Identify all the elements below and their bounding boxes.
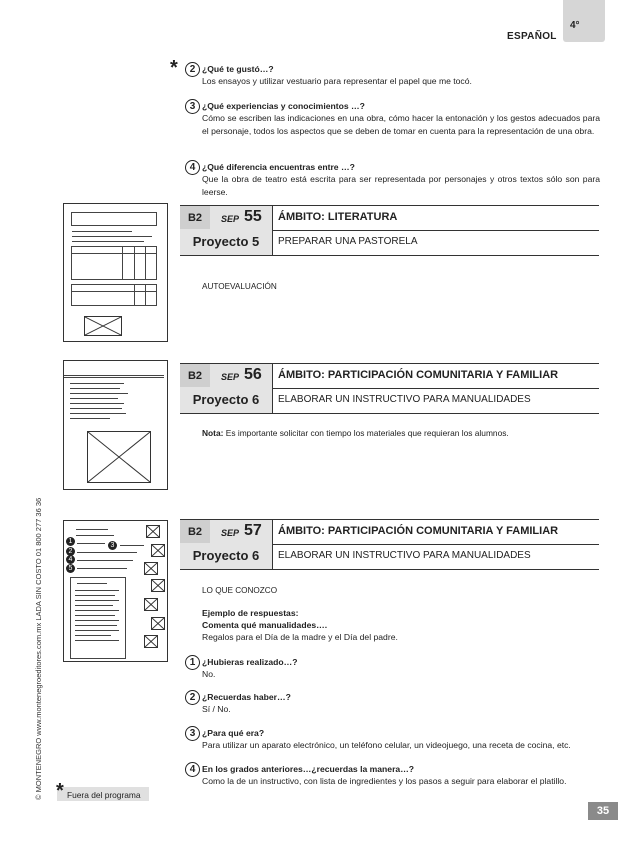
note	[202, 428, 509, 438]
image-placeholder-icon	[84, 316, 122, 336]
question-title: ¿Qué diferencia encuentras entre …?	[202, 162, 355, 172]
question-number: 1	[185, 655, 200, 670]
footer-note: Fuera del programa	[67, 790, 141, 800]
example-question: Comenta qué manualidades….	[202, 620, 328, 630]
subject-label: ESPAÑOL	[507, 31, 557, 42]
example-label: Ejemplo de respuestas:	[202, 608, 299, 618]
page-number: 35	[588, 802, 618, 820]
project-band	[180, 363, 599, 413]
copyright-sidebar: © MONTENEGRO www.montenegroeditores.com.mx LADA SIN COSTO 01 800 277 36 36	[34, 497, 43, 800]
marker: 3	[108, 541, 117, 550]
image-placeholder-icon	[144, 598, 158, 611]
image-placeholder-icon	[144, 562, 158, 575]
example-answer: Regalos para el Día de la madre y el Día del padre.	[202, 632, 398, 642]
sep-page-number: 55	[244, 208, 262, 225]
image-placeholder-icon	[151, 617, 165, 630]
note-label: Nota:	[202, 428, 224, 438]
footer-star-icon: *	[56, 780, 64, 802]
marker: 5	[66, 564, 75, 573]
block-label: B2	[180, 520, 211, 544]
question-number: 2	[185, 690, 200, 705]
marker: 2	[66, 547, 75, 556]
question-title: ¿Qué te gustó…?	[202, 64, 274, 74]
section-heading: LO QUE CONOZCO	[202, 586, 278, 595]
image-placeholder-icon	[144, 635, 158, 648]
question-number: 2	[185, 62, 200, 77]
grade-label: 4°	[570, 20, 580, 31]
ambito-title: ÁMBITO: PARTICIPACIÓN COMUNITARIA Y FAMILIAR	[278, 369, 559, 381]
sep-label: SEP	[221, 372, 240, 382]
page-thumbnail	[63, 360, 168, 490]
question-answer: Cómo se escriben las indicaciones en una obra, cómo hacer la entonación y los gestos adecuados para el personaje, todos los aspectos que se deben de tomar en cuenta para la representación de una obra.	[202, 113, 600, 136]
page-thumbnail	[63, 520, 168, 662]
sep-label: SEP	[221, 214, 240, 224]
question-title: ¿Recuerdas haber…?	[202, 692, 291, 702]
note-text: Es importante solicitar con tiempo los materiales que requieran los alumnos.	[225, 428, 509, 438]
ambito-title: ÁMBITO: LITERATURA	[278, 211, 398, 223]
question-number: 4	[185, 762, 200, 777]
question-number: 4	[185, 160, 200, 175]
block-label: B2	[180, 206, 211, 230]
section-heading: AUTOEVALUACIÓN	[202, 282, 277, 291]
question-answer: Como la de un instructivo, con lista de ingredientes y los pasos a seguir para elaborar el platillo.	[202, 776, 567, 786]
image-placeholder-icon	[146, 525, 160, 538]
image-placeholder-icon	[87, 431, 151, 483]
page-thumbnail	[63, 203, 168, 342]
question-number: 3	[185, 726, 200, 741]
question-title: ¿Qué experiencias y conocimientos …?	[202, 101, 365, 111]
out-of-program-star-icon: *	[170, 57, 178, 79]
project-title: ELABORAR UN INSTRUCTIVO PARA MANUALIDADES	[278, 394, 531, 405]
question-answer: Que la obra de teatro está escrita para ser representada por personajes y otros textos sólo son para leerse.	[202, 174, 600, 197]
image-placeholder-icon	[151, 579, 165, 592]
project-title: PREPARAR UNA PASTORELA	[278, 236, 418, 247]
sep-page-number: 57	[244, 522, 262, 539]
question-answer: Los ensayos y utilizar vestuario para representar el papel que me tocó.	[202, 76, 472, 86]
project-label: Proyecto 6	[180, 543, 273, 569]
project-band	[180, 519, 599, 569]
image-placeholder-icon	[151, 544, 165, 557]
question-answer: Sí / No.	[202, 704, 231, 714]
sep-label: SEP	[221, 528, 240, 538]
project-label: Proyecto 5	[180, 229, 273, 255]
question-answer: Para utilizar un aparato electrónico, un teléfono celular, un videojuego, una receta de cocina, etc.	[202, 740, 571, 750]
marker: 1	[66, 537, 75, 546]
ambito-title: ÁMBITO: PARTICIPACIÓN COMUNITARIA Y FAMILIAR	[278, 525, 559, 537]
marker: 4	[66, 555, 75, 564]
sep-page-number: 56	[244, 366, 262, 383]
question-answer: No.	[202, 669, 216, 679]
project-label: Proyecto 6	[180, 387, 273, 413]
question-title: ¿Hubieras realizado…?	[202, 657, 298, 667]
block-label: B2	[180, 364, 211, 388]
question-title: ¿Para qué era?	[202, 728, 265, 738]
question-number: 3	[185, 99, 200, 114]
question-title: En los grados anteriores…¿recuerdas la manera…?	[202, 764, 415, 774]
project-band	[180, 205, 599, 255]
project-title: ELABORAR UN INSTRUCTIVO PARA MANUALIDADES	[278, 550, 531, 561]
